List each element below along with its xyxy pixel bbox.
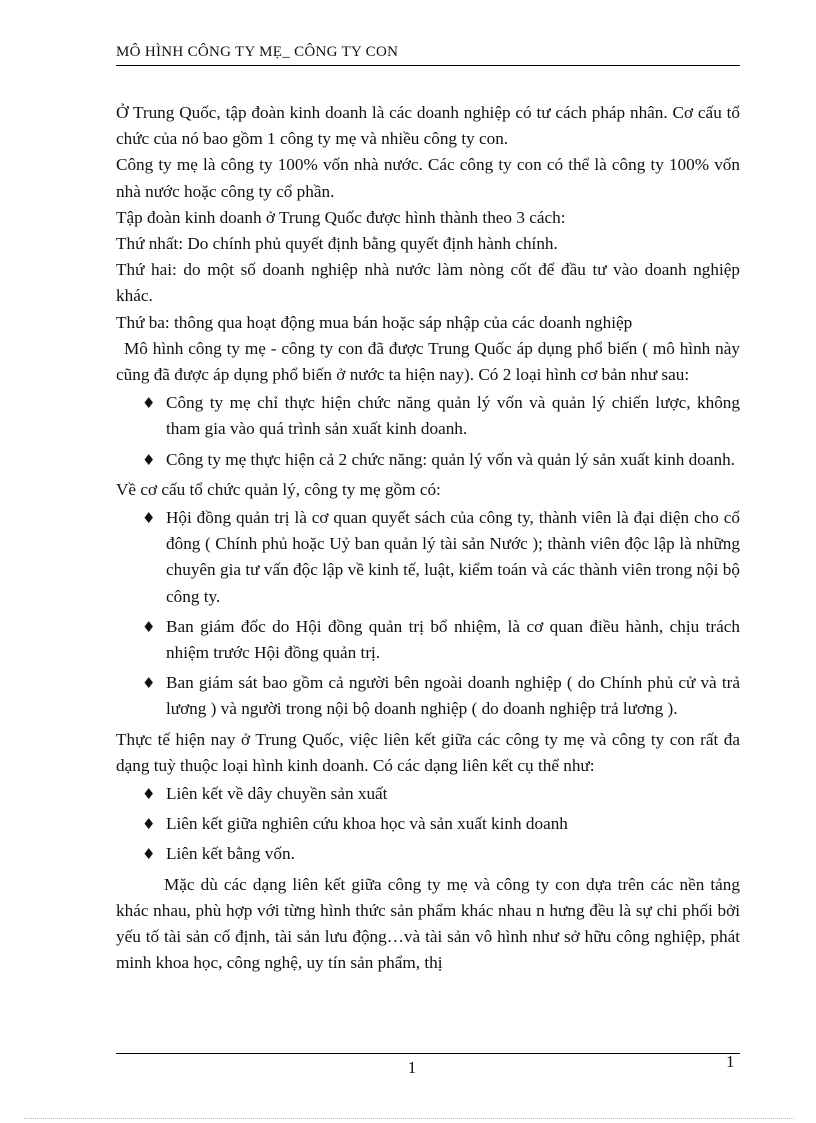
footer-rule bbox=[116, 1053, 740, 1054]
page-edge-divider bbox=[24, 1118, 794, 1119]
paragraph-legal-entity: Ở Trung Quốc, tập đoàn kinh doanh là các doanh nghiệp có tư cách pháp nhân. Cơ cấu tổ chức của nó bao gồm 1 công ty mẹ và nhiều công ty con. bbox=[116, 103, 740, 149]
diamond-bullet-icon: ♦ bbox=[142, 815, 156, 834]
page-number-right: 1 bbox=[726, 1052, 735, 1071]
paragraph-closing: Mặc dù các dạng liên kết giữa công ty mẹ và công ty con dựa trên các nền tảng khác nhau, phù hợp với từng hình thức sản phẩm khác nhau n hưng đều là sự chi phối bởi yếu tố tài sản cố định, tài sản lưu động…và tài sản vô hình như sở hữu công nghiệp, phát minh khoa học, công nghệ, uy tín sản phẩm, thị bbox=[116, 874, 740, 973]
diamond-bullet-icon: ♦ bbox=[142, 845, 156, 864]
structure-list bbox=[116, 505, 740, 723]
list-item: ♦ Liên kết về dây chuyền sản xuất bbox=[116, 781, 740, 807]
paragraph-first-way: Thứ nhất: Do chính phủ quyết định bằng quyết định hành chính. bbox=[116, 234, 558, 254]
page-header: MÔ HÌNH CÔNG TY MẸ_ CÔNG TY CON bbox=[116, 44, 740, 66]
diamond-bullet-icon: ♦ bbox=[142, 674, 156, 693]
paragraph-links-intro: Thực tế hiện nay ở Trung Quốc, việc liên kết giữa các công ty mẹ và công ty con rất đa dạng tuỳ thuộc loại hình kinh doanh. Có các dạng liên kết cụ thể như: bbox=[116, 729, 740, 775]
links-list bbox=[116, 781, 740, 868]
paragraph-parent-company: Công ty mẹ là công ty 100% vốn nhà nước. Các công ty con có thể là công ty 100% vốn nhà nước hoặc công ty cổ phần. bbox=[116, 155, 740, 201]
list-item: ♦ Liên kết giữa nghiên cứu khoa học và sản xuất kinh doanh bbox=[116, 811, 740, 837]
diamond-bullet-icon: ♦ bbox=[142, 509, 156, 528]
paragraph-structure-intro: Về cơ cấu tổ chức quản lý, công ty mẹ gồm có: bbox=[116, 479, 441, 499]
list-item: ♦ Ban giám đốc do Hội đồng quản trị bổ nhiệm, là cơ quan điều hành, chịu trách nhiệm trước Hội đồng quản trị. bbox=[116, 614, 740, 666]
diamond-bullet-icon: ♦ bbox=[142, 785, 156, 804]
list-item: ♦ Công ty mẹ thực hiện cả 2 chức năng: quản lý vốn và quản lý sản xuất kinh doanh. bbox=[116, 447, 740, 473]
list-item: ♦ Ban giám sát bao gồm cả người bên ngoài doanh nghiệp ( do Chính phủ cử và trả lương ) và người trong nội bộ doanh nghiệp ( do doanh nghiệp trả lương ). bbox=[116, 670, 740, 722]
list-item: ♦ Công ty mẹ chỉ thực hiện chức năng quản lý vốn và quản lý chiến lược, không tham gia vào quá trình sản xuất kinh doanh. bbox=[116, 390, 740, 442]
diamond-bullet-icon: ♦ bbox=[142, 450, 156, 469]
diamond-bullet-icon: ♦ bbox=[142, 617, 156, 636]
document-body bbox=[116, 100, 740, 977]
paragraph-formation-ways: Tập đoàn kinh doanh ở Trung Quốc được hình thành theo 3 cách: bbox=[116, 207, 566, 227]
page-number: 1 bbox=[407, 1058, 417, 1077]
diamond-bullet-icon: ♦ bbox=[142, 394, 156, 413]
list-item: ♦ Hội đồng quản trị là cơ quan quyết sách của công ty, thành viên là đại diện cho cổ đông ( Chính phủ hoặc Uỷ ban quản lý tài sản Nước ); thành viên độc lập là những chuyên gia tư vấn độc lập về kinh tế, luật, kiểm toán và các thành viên trong nội bộ công ty. bbox=[116, 505, 740, 610]
paragraph-model-intro: Mô hình công ty mẹ - công ty con đã được Trung Quốc áp dụng phổ biến ( mô hình này cũng đã được áp dụng phổ biến ở nước ta hiện nay). Có 2 loại hình cơ bản như sau: bbox=[116, 338, 740, 385]
model-list bbox=[116, 390, 740, 473]
paragraph-second-way: Thứ hai: do một số doanh nghiệp nhà nước làm nòng cốt để đầu tư vào doanh nghiệp khác. bbox=[116, 260, 740, 306]
paragraph-third-way: Thứ ba: thông qua hoạt động mua bán hoặc sáp nhập của các doanh nghiệp bbox=[116, 312, 633, 332]
list-item: ♦ Liên kết bằng vốn. bbox=[116, 841, 740, 867]
